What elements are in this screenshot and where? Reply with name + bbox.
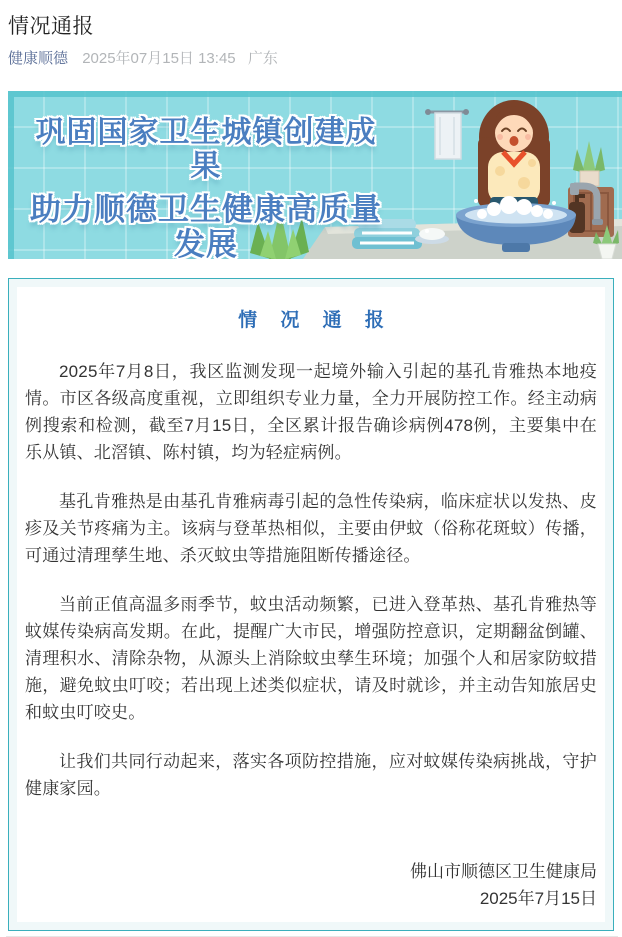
notice-paragraph-3: 当前正值高温多雨季节，蚊虫活动频繁，已进入登革热、基孔肯雅热等蚊媒传染病高发期。在此，提醒广大市民，增强防控意识，定期翻盆倒罐、清理积水、清除杂物，从源头上消除蚊虫孳生环境；加强个人和居家防蚊措施，避免蚊虫叮咬；若出现上述类似症状，请及时就诊，并主动告知旅居史和蚊虫叮咬史。	[25, 595, 597, 722]
publish-location: 广东	[247, 50, 278, 67]
aloe-plant-icon	[573, 141, 605, 186]
banner-headline-line1: 巩固国家卫生城镇创建成果	[35, 116, 377, 183]
banner-image[interactable]	[8, 91, 622, 259]
account-link[interactable]: 健康顺德	[8, 50, 69, 67]
hanging-towel-icon	[425, 109, 469, 159]
signature-block	[25, 858, 597, 912]
notice-paragraph-2: 基孔肯雅热是由基孔肯雅病毒引起的急性传染病，临床症状以发热、皮疹及关节疼痛为主。该病与登革热相似，主要由伊蚊（俗称花斑蚊）传播，可通过清理孳生地、杀灭蚊虫等措施阻断传播途径。	[25, 492, 597, 565]
banner-headline	[22, 116, 390, 259]
article-meta	[8, 50, 622, 68]
notice-box	[8, 278, 614, 931]
page-title: 情况通报	[8, 15, 94, 38]
notice-paragraph-1: 2025年7月8日，我区监测发现一起境外输入引起的基孔肯雅热本地疫情。市区各级高度重视，立即组织专业力量，全力开展防控工作。经主动病例搜索和检测，截至7月15日，全区累计报告确诊病例478例，主要集中在乐从镇、北滘镇、陈村镇，均为轻症病例。	[25, 362, 597, 462]
notice-title: 情 况 通 报	[238, 310, 393, 331]
signature-organization: 佛山市顺德区卫生健康局	[410, 862, 597, 881]
publish-datetime: 2025年07月15日 13:45	[82, 50, 236, 67]
signature-date: 2025年7月15日	[479, 889, 597, 908]
banner-headline-line2: 助力顺德卫生健康高质量发展	[30, 192, 382, 259]
notice-box-inner	[17, 287, 605, 922]
notice-paragraph-4: 让我们共同行动起来，落实各项防控措施，应对蚊媒传染病挑战，守护健康家园。	[25, 752, 597, 798]
